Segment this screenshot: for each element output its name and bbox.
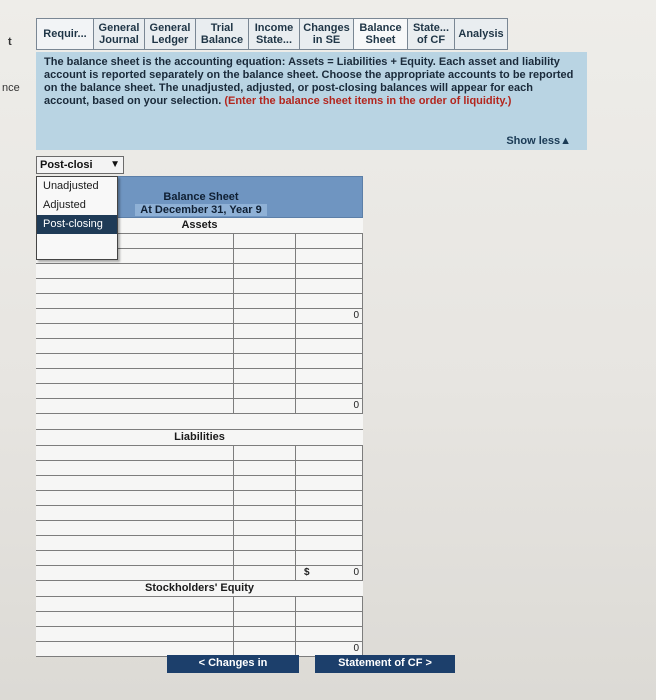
account-cell[interactable] [36,521,234,535]
prev-button[interactable]: < Changes in [167,655,299,673]
amount-cell[interactable] [234,399,296,413]
amount-cell[interactable] [234,476,296,490]
chevron-down-icon: ▼ [110,159,120,170]
asset-row [36,264,363,279]
amount-cell[interactable] [234,566,296,580]
equity-row [36,597,363,612]
currency-symbol: $ [304,567,310,578]
amount-cell[interactable] [234,597,296,611]
liability-row [36,446,363,461]
total-cell [296,354,363,368]
tab-general-ledger[interactable]: General Ledger [144,18,196,50]
tab-balance-sheet[interactable]: Balance Sheet [353,18,408,50]
instructions-note: (Enter the balance sheet items in the order of liquidity.) [224,95,512,107]
liability-row [36,551,363,566]
show-less-link[interactable]: Show less▲ [506,135,571,147]
liability-row [36,476,363,491]
liability-row [36,491,363,506]
total-cell [296,551,363,565]
asset-row [36,369,363,384]
account-cell[interactable] [36,309,234,323]
amount-cell[interactable] [234,294,296,308]
total-cell [296,476,363,490]
equity-total-value: 0 [353,643,359,654]
total-cell [296,234,363,248]
account-cell[interactable] [36,612,234,626]
liabilities-heading: Liabilities [36,430,363,446]
balance-type-dropdown [36,176,118,260]
account-cell[interactable] [36,369,234,383]
amount-cell[interactable] [234,354,296,368]
total-cell [296,612,363,626]
account-cell[interactable] [36,536,234,550]
sheet-title: Balance Sheet [163,191,239,203]
account-cell[interactable] [36,476,234,490]
total-cell [296,369,363,383]
account-cell[interactable] [36,279,234,293]
option-adjusted[interactable]: Adjusted [43,199,86,211]
account-cell[interactable] [36,354,234,368]
account-cell[interactable] [36,461,234,475]
asset-row [36,339,363,354]
account-cell[interactable] [36,566,234,580]
equity-heading: Stockholders' Equity [36,581,363,597]
option-unadjusted[interactable]: Unadjusted [43,180,99,192]
total-cell [296,384,363,398]
total-cell [296,339,363,353]
account-cell[interactable] [36,597,234,611]
amount-cell[interactable] [234,627,296,641]
liability-row [36,506,363,521]
amount-cell[interactable] [234,309,296,323]
assets-total-row [36,399,363,414]
tab-changes-in-se[interactable]: Changes in SE [299,18,354,50]
account-cell[interactable] [36,491,234,505]
amount-cell[interactable] [234,551,296,565]
total-cell [296,249,363,263]
total-cell [296,461,363,475]
next-button[interactable]: Statement of CF > [315,655,455,673]
sheet-date: At December 31, Year 9 [135,204,267,216]
amount-cell[interactable] [234,536,296,550]
instructions-text: The balance sheet is the accounting equation: Assets = Liabilities + Equity. Each asset and liability account is reported separately on the balance sheet. Choose the appropriate accounts to be reported on the balance sheet. The unadjusted, adjusted, or post-closing balances will appear for each account, based on your selection. [44,56,574,107]
total-cell [296,264,363,278]
account-cell[interactable] [36,627,234,641]
assets-total-value: 0 [353,400,359,411]
tab-general-journal[interactable]: General Journal [93,18,145,50]
account-cell[interactable] [36,264,234,278]
balance-type-value: Post-closi [40,159,93,171]
amount-cell[interactable] [234,249,296,263]
edge-label: nce [2,82,20,94]
tab-statement-of-cf[interactable]: State... of CF [407,18,455,50]
equity-row [36,612,363,627]
asset-row [36,279,363,294]
balance-type-select[interactable] [36,156,124,174]
liability-row [36,521,363,536]
account-cell[interactable] [36,551,234,565]
assets-subtotal-value: 0 [353,310,359,321]
liabilities-total-row [36,566,363,581]
amount-cell[interactable] [234,339,296,353]
amount-cell[interactable] [234,384,296,398]
total-cell [296,446,363,460]
liability-row [36,536,363,551]
total-cell [296,506,363,520]
total-cell [296,324,363,338]
total-cell [296,279,363,293]
asset-row [36,354,363,369]
total-cell [296,294,363,308]
amount-cell[interactable] [234,521,296,535]
account-cell[interactable] [36,642,234,656]
amount-cell[interactable] [234,369,296,383]
account-cell[interactable] [36,294,234,308]
amount-cell[interactable] [234,279,296,293]
liabilities-total-value: 0 [353,567,359,578]
edge-mark: t [8,36,12,48]
liability-row [36,461,363,476]
account-cell[interactable] [36,446,234,460]
asset-row [36,324,363,339]
asset-subtotal-row [36,309,363,324]
amount-cell[interactable] [234,324,296,338]
tab-analysis[interactable]: Analysis [454,18,508,50]
account-cell[interactable] [36,384,234,398]
account-cell[interactable] [36,339,234,353]
total-cell [296,597,363,611]
amount-cell[interactable] [234,642,296,656]
option-post-closing[interactable]: Post-closing [37,215,117,234]
amount-cell[interactable] [234,461,296,475]
amount-cell[interactable] [234,446,296,460]
amount-cell[interactable] [234,264,296,278]
account-cell[interactable] [36,399,234,413]
amount-cell[interactable] [234,234,296,248]
tab-trial-balance[interactable]: Trial Balance [195,18,249,50]
total-cell [296,627,363,641]
asset-row [36,384,363,399]
total-cell [296,521,363,535]
amount-cell[interactable] [234,491,296,505]
total-cell [296,491,363,505]
assets-heading: Assets [36,218,363,234]
account-cell[interactable] [36,324,234,338]
equity-row [36,627,363,642]
total-cell [296,536,363,550]
amount-cell[interactable] [234,612,296,626]
instructions-panel [36,52,587,150]
account-cell[interactable] [36,506,234,520]
tab-income-statement[interactable]: Income State... [248,18,300,50]
tab-requirements[interactable]: Requir... [36,18,94,50]
tab-bar [36,18,507,50]
amount-cell[interactable] [234,506,296,520]
asset-row [36,294,363,309]
spacer-row [36,414,363,430]
